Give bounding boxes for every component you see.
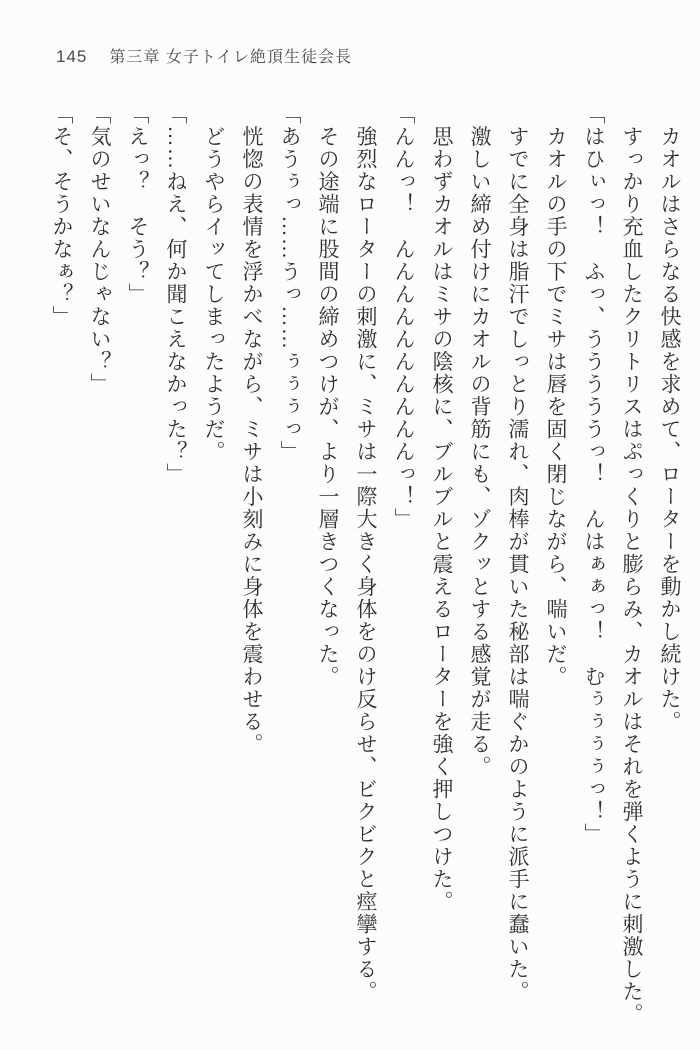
text-column-6: 激しい締め付けにカオルの背筋にも、ゾクッとする感覚が走る。 bbox=[468, 103, 492, 778]
text-column-2: すっかり充血したクリトリスはぷっくりと膨らみ、カオルはそれを弾くように刺激した。 bbox=[620, 103, 644, 1026]
running-header bbox=[56, 44, 352, 67]
text-column-17: 「そ、そうかなぁ？」 bbox=[50, 103, 74, 328]
text-column-15: 「えっ？ そう？」 bbox=[126, 103, 150, 306]
text-column-16: 「気のせいなんじゃない？」 bbox=[88, 103, 112, 396]
text-column-3: 「はひぃっ！ ふっ、うううううっ！ んはぁぁっ！ むぅぅぅぅっ！」 bbox=[582, 103, 606, 846]
page-number: 145 bbox=[56, 47, 88, 66]
text-column-9: 強烈なローターの刺激に、ミサは一際大きく身体をのけ反らせ、ビクビクと痙攣する。 bbox=[354, 103, 378, 1003]
text-column-7: 思わずカオルはミサの陰核に、ブルブルと震えるローターを強く押しつけた。 bbox=[430, 103, 454, 913]
text-column-5: すでに全身は脂汗でしっとり濡れ、肉棒が貫いた秘部は喘ぐかのように派手に蠢いた。 bbox=[506, 103, 530, 1003]
text-column-11: 「あうぅっ……うっ……ぅぅぅっ」 bbox=[278, 103, 302, 463]
text-column-1: カオルはさらなる快感を求めて、ローターを動かし続けた。 bbox=[658, 103, 682, 733]
text-column-14: 「……ねえ、何か聞こえなかった？」 bbox=[164, 103, 188, 486]
vertical-text-block bbox=[36, 103, 682, 1038]
text-column-10: その途端に股間の締めつけが、より一層きつくなった。 bbox=[316, 103, 340, 688]
text-column-4: カオルの手の下でミサは唇を固く閉じながら、喘いだ。 bbox=[544, 103, 568, 688]
text-column-12: 恍惚の表情を浮かべながら、ミサは小刻みに身体を震わせる。 bbox=[240, 103, 264, 756]
text-column-8: 「んんっ！ んんんんんんんんんんっ！」 bbox=[392, 103, 416, 531]
chapter-title: 第三章 女子トイレ絶頂生徒会長 bbox=[109, 49, 353, 66]
text-column-13: どうやらイッてしまったようだ。 bbox=[202, 103, 226, 463]
